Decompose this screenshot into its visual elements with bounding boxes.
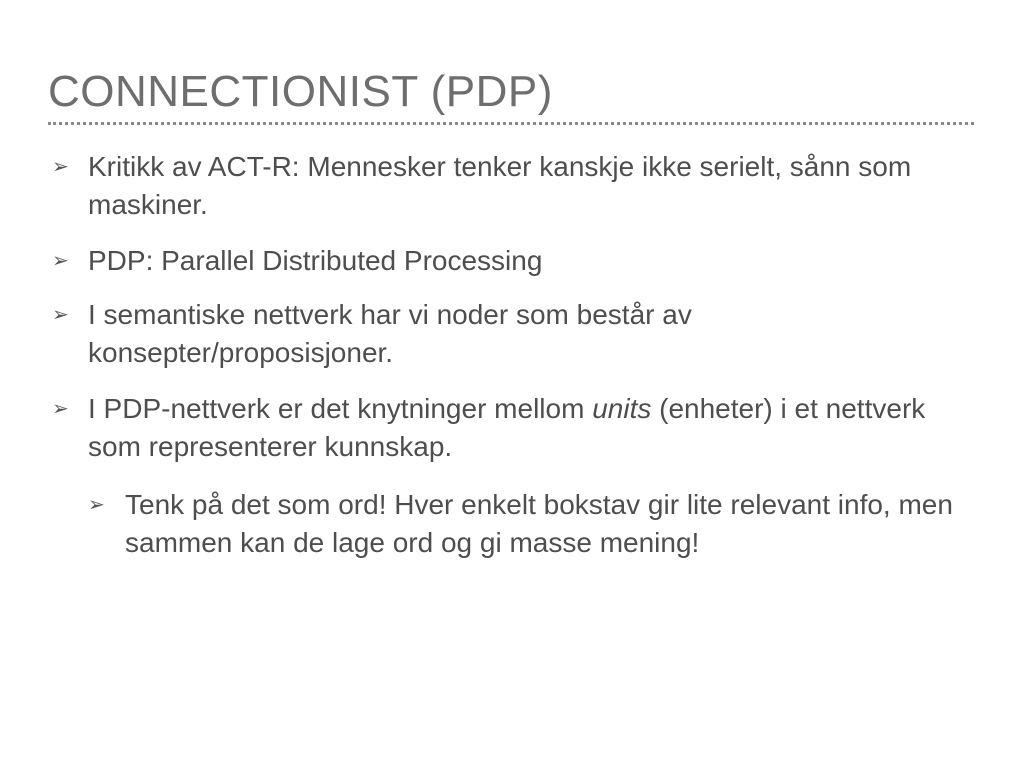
- bullet-item: [48, 296, 968, 372]
- bullet-text-after: (enheter) i et nettverk som representerer kunnskap.: [88, 393, 926, 462]
- bullet-text-before: I PDP-nettverk er det knytninger mellom: [88, 393, 593, 424]
- sub-bullet-item: [88, 486, 968, 562]
- bullet-item: [48, 242, 968, 280]
- arrow-bullet-icon: ➢: [88, 494, 105, 516]
- arrow-bullet-icon: ➢: [52, 398, 69, 420]
- bullet-text: I semantiske nettverk har vi noder som består av konsepter/proposisjoner.: [88, 299, 692, 368]
- bullet-item: [48, 390, 968, 562]
- arrow-bullet-icon: ➢: [52, 304, 69, 326]
- bullet-text-italic: units: [592, 393, 652, 424]
- bullet-list: [48, 148, 968, 580]
- arrow-bullet-icon: ➢: [52, 250, 69, 272]
- sub-bullet-text: Tenk på det som ord! Hver enkelt bokstav gir lite relevant info, men sammen kan de lage ord og gi masse mening!: [125, 489, 953, 558]
- bullet-item: [48, 148, 968, 224]
- bullet-text: PDP: Parallel Distributed Processing: [88, 245, 543, 276]
- sub-bullet-list: [88, 486, 968, 562]
- title-divider: [48, 122, 974, 125]
- bullet-text: Kritikk av ACT-R: Mennesker tenker kanskje ikke serielt, sånn som maskiner.: [88, 151, 912, 220]
- arrow-bullet-icon: ➢: [52, 156, 69, 178]
- slide-title: CONNECTIONIST (PDP): [48, 67, 553, 116]
